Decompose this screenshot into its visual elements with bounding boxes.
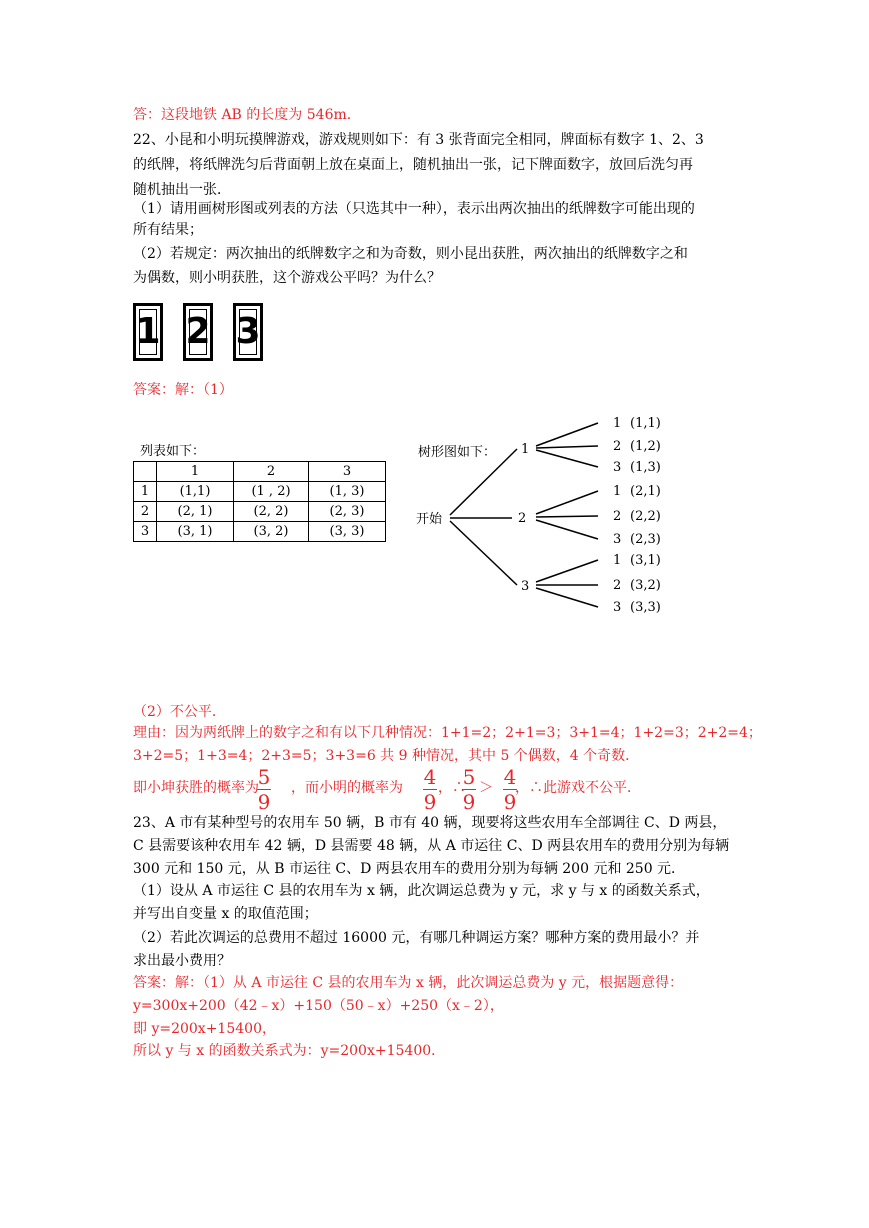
probability-text: ，而小明的概率为: [291, 780, 403, 796]
tree-result: (2,2): [630, 509, 661, 524]
tree-result: (3,3): [630, 600, 661, 615]
tree-leaf: 1: [613, 484, 622, 499]
table-cell: (1, 3): [309, 482, 386, 502]
problem-23-line: （2）若此次调运的总费用不超过 16000 元，有哪几种调运方案？哪种方案的费用最小？并: [133, 930, 700, 946]
probability-text: ，∴此游戏不公平．: [515, 780, 641, 796]
fraction-numerator: 5: [462, 765, 476, 789]
tree-leaf: 1: [613, 553, 622, 568]
answer-line: 所以 y 与 x 的函数关系式为：y=200x+15400．: [133, 1043, 446, 1059]
number-card: [183, 303, 213, 361]
problem-22-line: 的纸牌，将纸牌洗匀后背面朝上放在桌面上，随机抽出一张，记下牌面数字，放回后洗匀再: [133, 157, 693, 173]
tree-result: (3,1): [630, 553, 661, 568]
card-number: 3: [239, 309, 257, 355]
table-row: [134, 502, 386, 522]
tree-result: (3,2): [630, 578, 661, 593]
tree-result: (1,2): [630, 439, 661, 454]
tree-leaf: 1: [613, 416, 622, 431]
problem-22-line: 为偶数，则小明获胜，这个游戏公平吗？为什么？: [133, 270, 441, 286]
tree-leaf: 2: [613, 439, 622, 454]
problem-23-line: C 县需要该种农用车 42 辆，D 县需要 48 辆，从 A 市运往 C、D 两县农用车的费用分别为每辆: [133, 838, 730, 854]
table-cell: 1: [134, 482, 157, 502]
problem-23-line: 300 元和 150 元，从 B 市运往 C、D 两县农用车的费用分别为每辆 200 元和 250 元．: [133, 861, 686, 877]
tree-branch: 2: [518, 511, 527, 526]
table-cell: 2: [234, 462, 309, 482]
card-number: 2: [189, 309, 207, 355]
fraction: [503, 766, 517, 813]
table-cell: 3: [309, 462, 386, 482]
table-cell: 1: [157, 462, 234, 482]
answer-line: 答：这段地铁 AB 的长度为 546m.: [133, 107, 352, 123]
fraction-denominator: 9: [462, 790, 476, 814]
table-row: [134, 462, 386, 482]
problem-22-line: 所有结果；: [133, 222, 203, 238]
table-cell: (2, 2): [234, 502, 309, 522]
fraction-denominator: 9: [503, 790, 517, 814]
fraction-numerator: 5: [257, 765, 271, 789]
table-cell: 2: [134, 502, 157, 522]
number-card: [133, 303, 163, 361]
tree-branch: 3: [521, 579, 530, 594]
tree-root: 开始: [416, 512, 443, 527]
problem-23-line: 23、A 市有某种型号的农用车 50 辆，B 市有 40 辆，现要将这些农用车全部调往 C、D 两县，: [133, 815, 727, 831]
problem-22-line: （1）请用画树形图或列表的方法（只选其中一种），表示出两次抽出的纸牌数字可能出现的: [133, 201, 695, 217]
answer-line: 即 y=200x+15400，: [133, 1021, 276, 1037]
answer-line: 理由：因为两纸牌上的数字之和有以下几种情况：1+1=2；2+1=3；3+1=4；1+2=3；2+2=4；: [133, 725, 762, 741]
answer-line: 答案：解：（1）从 A 市运往 C 县的农用车为 x 辆，此次调运总费为 y 元，根据题意得：: [133, 975, 684, 991]
answer-line: （2）不公平．: [133, 704, 226, 720]
problem-22-line: 随机抽出一张．: [133, 182, 231, 198]
tree-leaf: 2: [613, 578, 622, 593]
probability-text: ，∴: [438, 780, 466, 796]
tree-result: (1,1): [630, 416, 661, 431]
problem-23-line: 并写出自变量 x 的取值范围；: [133, 906, 318, 922]
problem-23-line: （1）设从 A 市运往 C 县的农用车为 x 辆，此次调运总费为 y 元，求 y 与 x 的函数关系式，: [133, 883, 710, 899]
tree-leaf: 3: [613, 532, 622, 547]
table-cell: (3, 3): [309, 522, 386, 542]
table-cell: (3, 2): [234, 522, 309, 542]
fraction: [462, 766, 476, 813]
fraction-denominator: 9: [257, 790, 271, 814]
tree-result: (2,3): [630, 532, 661, 547]
tree-leaf: 3: [613, 600, 622, 615]
table-row: [134, 522, 386, 542]
table-cell: 3: [134, 522, 157, 542]
fraction-numerator: 4: [503, 765, 517, 789]
tree-leaf: 3: [613, 460, 622, 475]
table-cell: (2, 3): [309, 502, 386, 522]
number-card: [233, 303, 263, 361]
table-row: [134, 482, 386, 502]
tree-title: 树形图如下：: [418, 445, 497, 460]
fraction-denominator: 9: [423, 790, 437, 814]
probability-text: ＞: [479, 780, 493, 796]
fraction-numerator: 4: [423, 765, 437, 789]
answer-label: 答案：解：（1）: [133, 382, 233, 398]
probability-text: 即小坤获胜的概率为: [133, 780, 259, 796]
problem-23-line: 求出最小费用？: [133, 953, 231, 969]
table-cell: [134, 462, 157, 482]
table-cell: (1,1): [157, 482, 234, 502]
answer-line: 3+2=5；1+3=4；2+3=5；3+3=6 共 9 种情况，其中 5 个偶数，4 个奇数．: [133, 748, 640, 764]
answer-line: y=300x+200（42﹣x）+150（50﹣x）+250（x﹣2），: [133, 998, 504, 1014]
result-table: [133, 461, 386, 542]
problem-22-line: 22、小昆和小明玩摸牌游戏，游戏规则如下：有 3 张背面完全相同，牌面标有数字 1、2、3: [133, 132, 704, 148]
card-number: 1: [139, 309, 157, 355]
table-cell: (1 , 2): [234, 482, 309, 502]
table-cell: (2, 1): [157, 502, 234, 522]
tree-result: (1,3): [630, 460, 661, 475]
tree-result: (2,1): [630, 484, 661, 499]
tree-leaf: 2: [613, 509, 622, 524]
table-title: 列表如下：: [140, 444, 206, 459]
fraction: [423, 766, 437, 813]
tree-branch: 1: [521, 442, 530, 457]
table-cell: (3, 1): [157, 522, 234, 542]
problem-22-line: （2）若规定：两次抽出的纸牌数字之和为奇数，则小昆出获胜，两次抽出的纸牌数字之和: [133, 246, 688, 262]
fraction: [257, 766, 271, 813]
